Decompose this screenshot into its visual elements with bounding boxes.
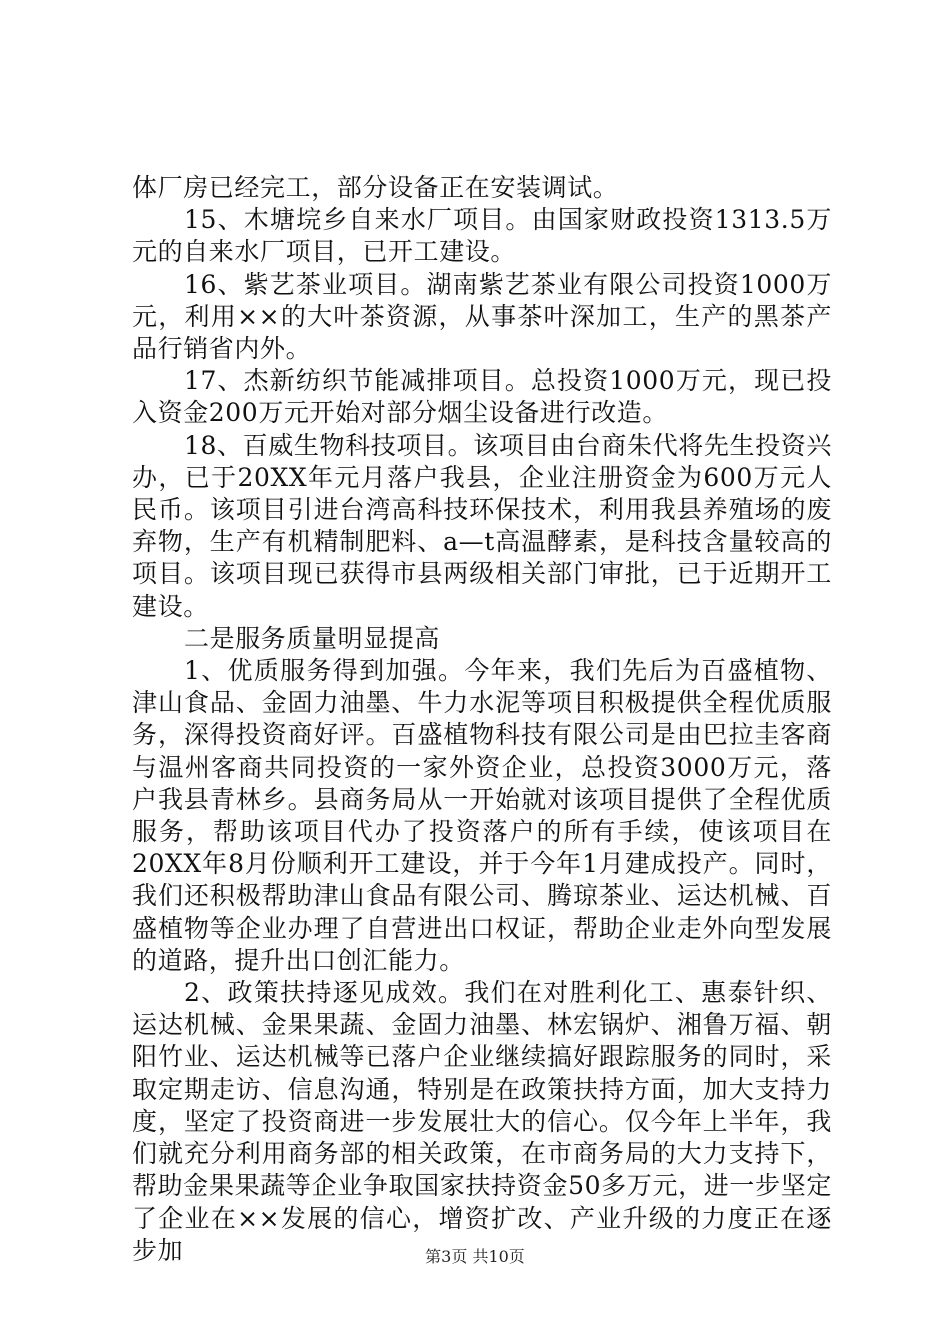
paragraph-7: 1、优质服务得到加强。今年来，我们先后为百盛植物、津山食品、金固力油墨、牛力水泥等项目积极提供全程优质服务，深得投资商好评。百盛植物科技有限公司是由巴拉圭客商与温州客商共同投资的一家外资企业，总投资3000万元，落户我县青林乡。县商务局从一开始就对该项目提供了全程优质服务，帮助该项目代办了投资落户的所有手续，使该项目在20XX年8月份顺利开工建设，并于今年1月建成投产。同时，我们还积极帮助津山食品有限公司、腾琼茶业、运达机械、百盛植物等企业办理了自营进出口权证，帮助企业走外向型发展的道路，提升出口创汇能力。 <box>132 656 832 975</box>
paragraph-8: 2、政策扶持逐见成效。我们在对胜利化工、惠泰针织、运达机械、金果果蔬、金固力油墨、林宏锅炉、湘鲁万福、朝阳竹业、运达机械等已落户企业继续搞好跟踪服务的同时，采取定期走访、信息沟通，特别是在政策扶持方面，加大支持力度，坚定了投资商进一步发展壮大的信心。仅今年上半年，我们就充分利用商务部的相关政策，在市商务局的大力支持下，帮助金果果蔬等企业争取国家扶持资金50多万元，进一步坚定了企业在××发展的信心，增资扩改、产业升级的力度正在逐步加 <box>132 978 832 1265</box>
page-number-footer: 第3页 共10页 <box>425 1247 525 1266</box>
paragraph-1: 体厂房已经完工，部分设备正在安装调试。 <box>132 173 619 202</box>
document-body <box>132 172 832 1267</box>
paragraph-4: 17、杰新纺织节能减排项目。总投资1000万元，现已投入资金200万元开始对部分烟尘设备进行改造。 <box>132 366 832 428</box>
section-heading: 二是服务质量明显提高 <box>184 623 441 653</box>
paragraph-2: 15、木塘垸乡自来水厂项目。由国家财政投资1313.5万元的自来水厂项目，已开工建设。 <box>132 205 832 267</box>
paragraph-3: 16、紫艺茶业项目。湖南紫艺茶业有限公司投资1000万元，利用××的大叶茶资源，从事茶叶深加工，生产的黑茶产品行销省内外。 <box>132 269 832 364</box>
paragraph-5: 18、百威生物科技项目。该项目由台商朱代将先生投资兴办，已于20XX年元月落户我县，企业注册资金为600万元人民币。该项目引进台湾高科技环保技术，利用我县养殖场的废弃物，生产有机精制肥料、a—t高温酵素，是科技含量较高的项目。该项目现已获得市县两级相关部门审批，已于近期开工建设。 <box>132 430 832 621</box>
